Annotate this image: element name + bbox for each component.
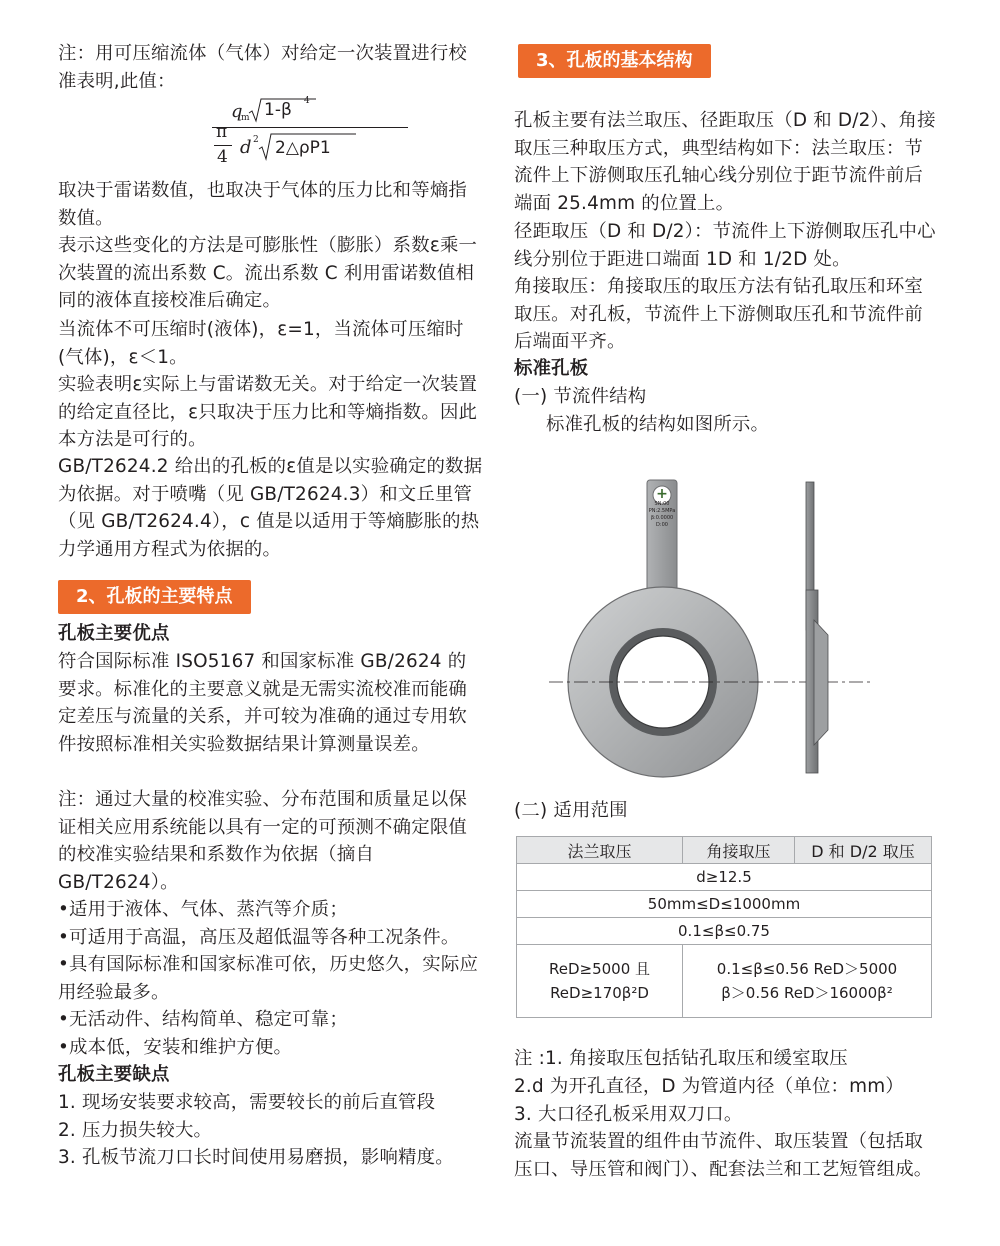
pi-line xyxy=(214,145,232,146)
advantages-paragraph: 符合国际标准 ISO5167 和国家标准 GB/2624 的要求。标准化的主要意义就是无需实流校准而能确定差压与流量的关系，并可较为准确的通过专用软件按照标准相关实验数据结果计算测量误差。 xyxy=(58,651,467,755)
section-3-badge: 3、孔板的基本结构 xyxy=(518,44,711,78)
plate-mark-4: D:00 xyxy=(656,522,668,528)
table-cell-D-range: 50mm≤D≤1000mm xyxy=(517,891,932,918)
bullet-5: •成本低，安装和维护方便。 xyxy=(58,1037,293,1058)
note-2: 2.d 为开孔直径，D 为管道内径（单位：mm） xyxy=(514,1076,904,1097)
formula-root-top: 1-β xyxy=(264,100,292,120)
formula-q: q xyxy=(231,101,243,122)
standard-plate-title: 标准孔板 xyxy=(514,358,589,379)
plate-mark-1: SN:00 xyxy=(654,501,670,507)
table-cell-d: d≥12.5 xyxy=(517,864,932,891)
red-left-line-2: ReD≥170β²D xyxy=(550,984,649,1002)
subsection-2-title: (二) 适用范围 xyxy=(514,800,628,821)
table-row xyxy=(517,891,932,918)
disadvantages-title: 孔板主要缺点 xyxy=(58,1064,170,1085)
section-2-badge: 2、孔板的主要特点 xyxy=(58,580,251,614)
table-header-row xyxy=(517,837,932,864)
scope-table xyxy=(516,836,932,1018)
bullet-4: •无活动件、结构简单、稳定可靠； xyxy=(58,1009,348,1030)
orifice-plate-illustration xyxy=(544,470,904,780)
formula xyxy=(198,95,498,175)
paragraph-2: 表示这些变化的方法是可膨胀性（膨胀）系数ε乘一次装置的流出系数 C。流出系数 C 利用雷诺数值相同的液体直接校准后确定。 xyxy=(58,235,478,312)
fraction-line xyxy=(212,127,408,128)
red-right-line-2: β＞0.56 ReD＞16000β² xyxy=(721,984,893,1002)
subsection-1-text: 标准孔板的结构如图所示。 xyxy=(546,414,770,435)
bullet-3: •具有国际标准和国家标准可依，历史悠久，实际应用经验最多。 xyxy=(58,954,479,1003)
advantages-title: 孔板主要优点 xyxy=(58,623,170,644)
structure-paragraph-2: 径距取压（D 和 D/2）：节流件上下游侧取压孔中心线分别位于距进口端面 1D 和 1/2D 处。 xyxy=(514,221,936,270)
table-cell-beta-range: 0.1≤β≤0.75 xyxy=(517,918,932,945)
formula-four: 4 xyxy=(217,147,228,167)
side-bevel xyxy=(814,620,828,745)
table-header-flange: 法兰取压 xyxy=(517,837,683,864)
formula-root-exp: 4 xyxy=(304,96,310,106)
red-left-line-1: ReD≥5000 且 xyxy=(548,960,651,978)
disadvantage-3: 3. 孔板节流刀口长时间使用易磨损，影响精度。 xyxy=(58,1147,454,1168)
plate-mark-3: β:0.0000 xyxy=(650,515,674,521)
disadvantage-2: 2. 压力损失较大。 xyxy=(58,1120,213,1141)
formula-root-bottom: 2△ρP1 xyxy=(275,138,331,158)
plate-marking xyxy=(624,487,700,529)
paragraph-4: 实验表明ε实际上与雷诺数无关。对于给定一次装置的给定直径比，ε只取决于压力比和等熵指数。因此本方法是可行的。 xyxy=(58,374,478,451)
note-3: 3. 大口径孔板采用双刀口。 xyxy=(514,1104,743,1125)
structure-paragraph-3: 角接取压：角接取压的取压方法有钻孔取压和环室取压。对孔板，节流件上下游侧取压孔和节流件前后端面平齐。 xyxy=(514,276,923,353)
formula-d: d xyxy=(240,137,252,158)
table-row xyxy=(517,945,932,1018)
advantages-note: 注：通过大量的校准实验、分布范围和质量足以保证相关应用系统能以具有一定的可预测不确定限值的校准实验结果和系数作为依据（摘自 GB/T2624）。 xyxy=(58,789,467,893)
table-cell-red-right xyxy=(683,945,932,1018)
plate-mark-2: PN:2.5MPa xyxy=(648,508,676,514)
table-cell-red-left xyxy=(517,945,683,1018)
subsection-1-title: (一) 节流件结构 xyxy=(514,386,647,407)
intro-text: 注：用可压缩流体（气体）对给定一次装置进行校准表明,此值： xyxy=(58,43,467,92)
disadvantage-1: 1. 现场安装要求较高，需要较长的前后直管段 xyxy=(58,1092,436,1113)
note-1: 注 :1. 角接取压包括钻孔取压和缓室取压 xyxy=(514,1048,848,1069)
structure-paragraph-1: 孔板主要有法兰取压、径距取压（D 和 D/2）、角接取压三种取压方式，典型结构如下：法兰取压：节流件上下游侧取压孔轴心线分别位于距节流件前后端面 25.4mm 的位置上。 xyxy=(514,110,936,214)
formula-d-exp: 2 xyxy=(253,135,259,145)
formula-q-sub: m xyxy=(241,113,250,123)
bullet-2: •可适用于高温，高压及超低温等各种工况条件。 xyxy=(58,927,460,948)
final-paragraph: 流量节流装置的组件由节流件、取压装置（包括取压口、导压管和阀门）、配套法兰和工艺短管组成。 xyxy=(514,1131,933,1180)
paragraph-1: 取决于雷诺数值，也取决于气体的压力比和等熵指数值。 xyxy=(58,180,467,229)
plate-mark-plus: + xyxy=(656,486,668,502)
table-header-d-d2: D 和 D/2 取压 xyxy=(795,837,932,864)
table-header-corner: 角接取压 xyxy=(683,837,795,864)
table-row xyxy=(517,864,932,891)
paragraph-5: GB/T2624.2 给出的孔板的ε值是以实验确定的数据为依据。对于喷嘴（见 GB/T2624.3）和文丘里管（见 GB/T2624.4），c 值是以适用于等熵膨胀的热力学通用方程式为依据的。 xyxy=(58,456,483,560)
paragraph-3: 当流体不可压缩时(液体)，ε=1，当流体可压缩时(气体)，ε＜1。 xyxy=(58,319,464,368)
bullet-1: •适用于液体、气体、蒸汽等介质； xyxy=(58,899,348,920)
red-right-line-1: 0.1≤β≤0.56 ReD＞5000 xyxy=(716,960,898,978)
table-row xyxy=(517,918,932,945)
formula-pi: π xyxy=(216,122,228,142)
